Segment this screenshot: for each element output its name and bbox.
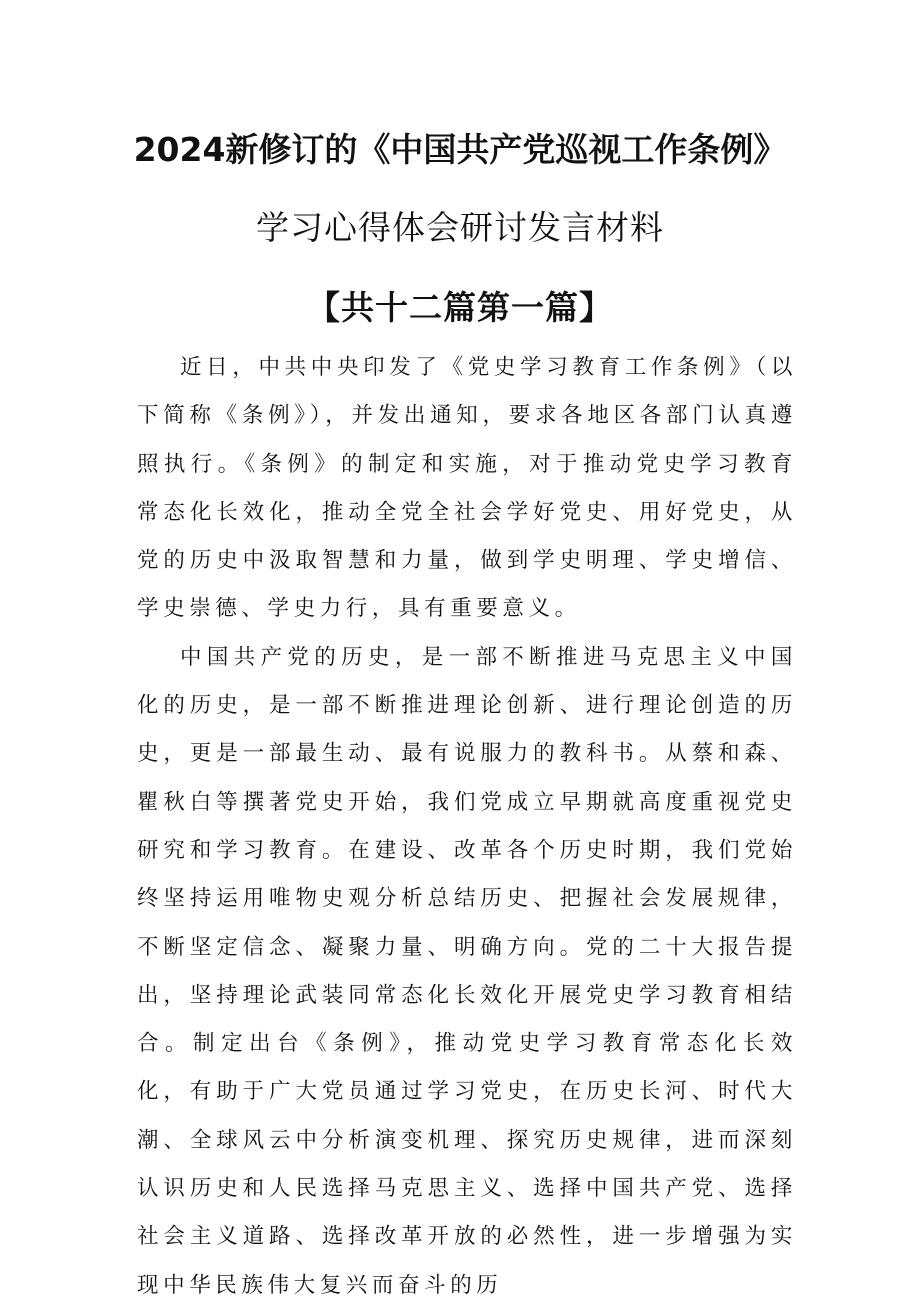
document-title-line-1: 2024新修订的《中国共产党巡视工作条例》 xyxy=(133,130,787,169)
paragraph-1: 近日，中共中央印发了《党史学习教育工作条例》（以下简称《条例》），并发出通知，要求各地区各部门认真遵照执行。《条例》的制定和实施，对于推动党史学习教育常态化长效化，推动全党全社会学好党史、用好党史，从党的历史中汲取智慧和力量，做到学史明理、学史增信、学史崇德、学史力行，具有重要意义。 xyxy=(137,355,797,622)
document-body xyxy=(137,344,797,1310)
document-title-line-2: 学习心得体会研讨发言材料 xyxy=(256,208,664,247)
document-subtitle: 【共十二篇第一篇】 xyxy=(307,288,613,327)
paragraph-2: 中国共产党的历史，是一部不断推进马克思主义中国化的历史，是一部不断推进理论创新、进行理论创造的历史，更是一部最生动、最有说服力的教科书。从蔡和森、瞿秋白等撰著党史开始，我们党成立早期就高度重视党史研究和学习教育。在建设、改革各个历史时期，我们党始终坚持运用唯物史观分析总结历史、把握社会发展规律，不断坚定信念、凝聚力量、明确方向。党的二十大报告提出，坚持理论武装同常态化长效化开展党史学习教育相结合。制定出台《条例》，推动党史学习教育常态化长效化，有助于广大党员通过学习党史，在历史长河、时代大潮、全球风云中分析演变机理、探究历史规律，进而深刻认识历史和人民选择马克思主义、选择中国共产党、选择社会主义道路、选择改革开放的必然性，进一步增强为实现中华民族伟大复兴而奋斗的历 xyxy=(137,644,797,1298)
